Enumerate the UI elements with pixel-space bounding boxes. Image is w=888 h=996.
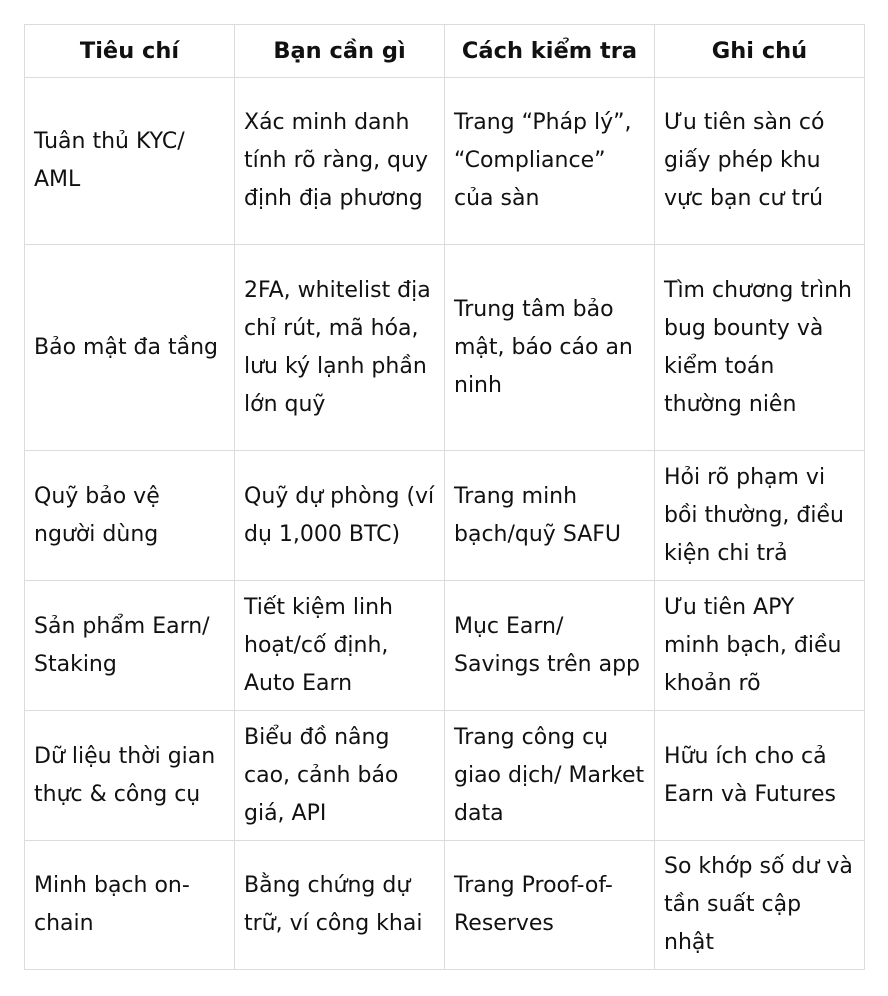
table-row (25, 711, 865, 841)
header-criteria: Tiêu chí (25, 25, 235, 78)
cell-what-you-need: 2FA, whitelist địa chỉ rút, mã hóa, lưu ký lạnh phần lớn quỹ (235, 245, 445, 451)
cell-how-to-check: Trung tâm bảo mật, báo cáo an ninh (445, 245, 655, 451)
cell-criteria: Tuân thủ KYC/ AML (25, 78, 235, 245)
cell-criteria: Sản phẩm Earn/ Staking (25, 581, 235, 711)
cell-criteria: Bảo mật đa tầng (25, 245, 235, 451)
cell-how-to-check: Trang minh bạch/quỹ SAFU (445, 451, 655, 581)
comparison-table-container (24, 24, 865, 970)
cell-criteria: Quỹ bảo vệ người dùng (25, 451, 235, 581)
cell-notes: Tìm chương trình bug bounty và kiểm toán thường niên (655, 245, 865, 451)
cell-what-you-need: Bằng chứng dự trữ, ví công khai (235, 841, 445, 970)
cell-notes: Ưu tiên APY minh bạch, điều khoản rõ (655, 581, 865, 711)
cell-how-to-check: Trang “Pháp lý”, “Compliance” của sàn (445, 78, 655, 245)
header-how-to-check: Cách kiểm tra (445, 25, 655, 78)
cell-what-you-need: Biểu đồ nâng cao, cảnh báo giá, API (235, 711, 445, 841)
comparison-table (24, 24, 865, 970)
cell-how-to-check: Trang Proof-of-Reserves (445, 841, 655, 970)
cell-what-you-need: Tiết kiệm linh hoạt/cố định, Auto Earn (235, 581, 445, 711)
cell-notes: Hỏi rõ phạm vi bồi thường, điều kiện chi trả (655, 451, 865, 581)
cell-what-you-need: Quỹ dự phòng (ví dụ 1,000 BTC) (235, 451, 445, 581)
cell-notes: Hữu ích cho cả Earn và Futures (655, 711, 865, 841)
table-row (25, 841, 865, 970)
table-header-row (25, 25, 865, 78)
table-row (25, 245, 865, 451)
cell-how-to-check: Trang công cụ giao dịch/ Market data (445, 711, 655, 841)
cell-criteria: Minh bạch on-chain (25, 841, 235, 970)
table-row (25, 581, 865, 711)
header-what-you-need: Bạn cần gì (235, 25, 445, 78)
table-row (25, 451, 865, 581)
cell-what-you-need: Xác minh danh tính rõ ràng, quy định địa phương (235, 78, 445, 245)
table-row (25, 78, 865, 245)
cell-how-to-check: Mục Earn/ Savings trên app (445, 581, 655, 711)
cell-criteria: Dữ liệu thời gian thực & công cụ (25, 711, 235, 841)
cell-notes: So khớp số dư và tần suất cập nhật (655, 841, 865, 970)
header-notes: Ghi chú (655, 25, 865, 78)
cell-notes: Ưu tiên sàn có giấy phép khu vực bạn cư trú (655, 78, 865, 245)
